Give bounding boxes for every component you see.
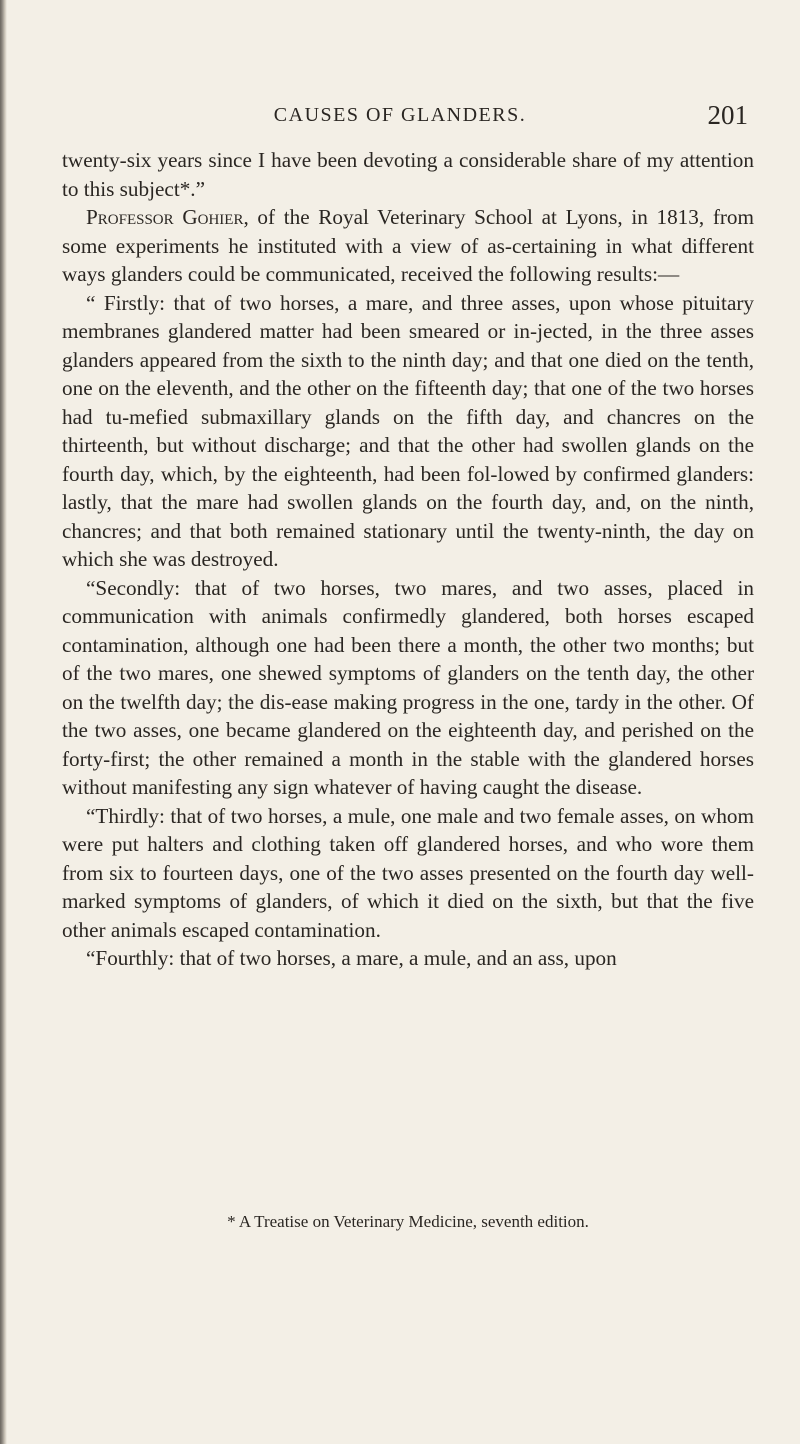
paragraph-firstly: “ Firstly: that of two horses, a mare, and three asses, upon whose pituitary membranes glandered matter had been smeared or in-jected, in the three asses glanders appeared from the sixth to the ninth day; and that one died on the tenth, one on the eleventh, and the other on the fifteenth day; that one of the two horses had tu-mefied submaxillary glands on the fifth day, and chancres on the thirteenth, but without discharge; and that the other had swollen glands on the fourth day, which, by the eighteenth, had been fol-lowed by confirmed glanders: lastly, that the mare had swollen glands on the fourth day, and, on the ninth, chancres; and that both remained stationary until the twenty-ninth, the day on which she was destroyed. xyxy=(62,290,754,571)
paragraph-thirdly: “Thirdly: that of two horses, a mule, one male and two female asses, on whom were put halters and clothing taken off glandered horses, and who wore them from six to fourteen days, one of the two asses presented on the fourth day well-marked symptoms of glanders, of which it died on the sixth, but that the five other animals escaped contamination. xyxy=(62,803,754,942)
page-binding-edge xyxy=(0,0,7,1444)
paragraph-secondly: “Secondly: that of two horses, two mares, and two asses, placed in communication with animals confirmedly glandered, both horses escaped contamination, although one had been there a month, the other two months; but of the two mares, one shewed symptoms of glanders on the tenth day, the other on the twelfth day; the dis-ease making progress in the one, tardy in the other. Of the two asses, one became glandered on the eighteenth day, and perished on the forty-first; the other remained a month in the stable with the glandered horses without manifesting any sign whatever of having caught the disease. xyxy=(62,575,754,799)
paragraph-continuation: twenty-six years since I have been devoting a considerable share of my attention to this subject*.” xyxy=(62,148,754,201)
person-name: Professor Gohier xyxy=(86,205,244,229)
page-header xyxy=(0,100,800,136)
page-number: 201 xyxy=(707,100,748,130)
paragraph-gohier xyxy=(62,203,754,289)
paragraph-fourthly: “Fourthly: that of two horses, a mare, a mule, and an ass, upon xyxy=(86,946,617,970)
footnote: * A Treatise on Veterinary Medicine, seventh edition. xyxy=(227,1212,589,1231)
body-text xyxy=(62,146,754,973)
paragraph-gohier-text: , of the Royal Veterinary School at Lyons, in 1813, from some experiments he instituted with a view of as-certaining in what different ways glanders could be communicated, received the following results:— xyxy=(62,205,755,286)
running-head: CAUSES OF GLANDERS. xyxy=(273,104,527,126)
